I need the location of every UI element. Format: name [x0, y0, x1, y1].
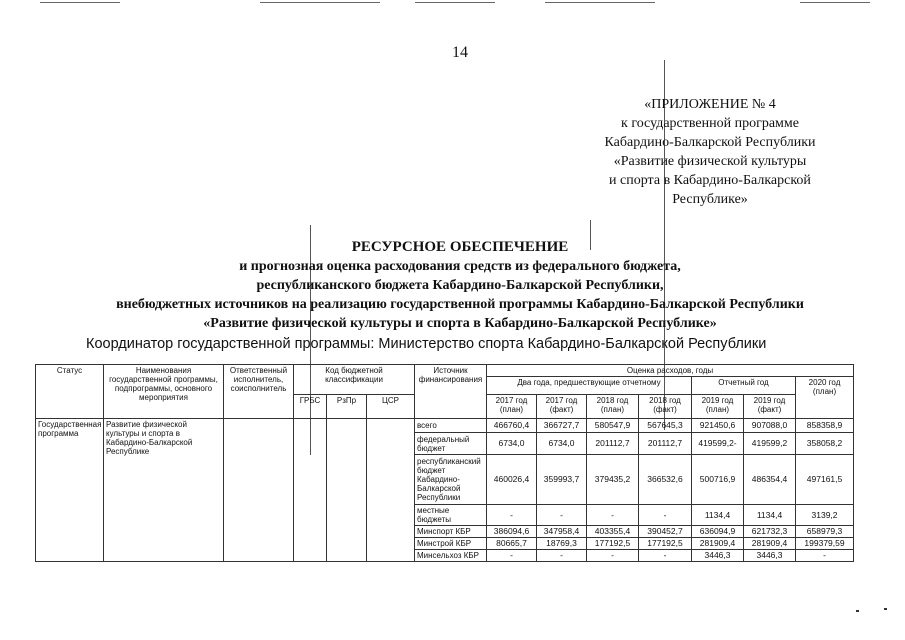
value-cell: 390452,7 [639, 526, 692, 538]
header-2018-plan: 2018 год (план) [587, 395, 639, 419]
title-line: РЕСУРСНОЕ ОБЕСПЕЧЕНИЕ [351, 239, 569, 255]
value-cell: 177192,5 [639, 538, 692, 550]
value-cell: 386094,6 [487, 526, 537, 538]
value-cell: 466760,4 [487, 419, 537, 433]
source-cell: Минспорт КБР [415, 526, 487, 538]
value-cell: - [796, 550, 854, 562]
header-2019-fact: 2019 год (факт) [744, 395, 796, 419]
value-cell: 366532,6 [639, 455, 692, 505]
source-cell: местные бюджеты [415, 505, 487, 526]
scan-edge-line [40, 2, 120, 3]
value-cell: 201112,7 [587, 433, 639, 455]
resource-table [35, 364, 854, 562]
value-cell: 1134,4 [692, 505, 744, 526]
source-cell: Минсельхоз КБР [415, 550, 487, 562]
source-cell: Минстрой КБР [415, 538, 487, 550]
responsible-cell [224, 419, 294, 562]
header-source: Источник финансирования [415, 365, 487, 419]
value-cell: 419599,2 [744, 433, 796, 455]
header-responsible: Ответственный исполнитель, соисполнитель [224, 365, 294, 419]
value-cell: 358058,2 [796, 433, 854, 455]
value-cell: 359993,7 [537, 455, 587, 505]
value-cell: 1134,4 [744, 505, 796, 526]
program-cell: Развитие физической культуры и спорта в Кабардино-Балкарской Республике [104, 419, 224, 562]
title-line: «Развитие физической культуры и спорта в Кабардино-Балкарской Республике» [203, 316, 717, 331]
header-report-year: Отчетный год [692, 377, 796, 395]
value-cell: 177192,5 [587, 538, 639, 550]
appendix-line: «ПРИЛОЖЕНИЕ № 4 [644, 97, 776, 112]
value-cell: 658979,3 [796, 526, 854, 538]
value-cell: 80665,7 [487, 538, 537, 550]
value-cell: 403355,4 [587, 526, 639, 538]
value-cell: 281909,4 [744, 538, 796, 550]
header-two-years: Два года, предшествующие отчетному [487, 377, 692, 395]
header-budget-code: Код бюджетной классификации [294, 365, 415, 395]
value-cell: - [639, 505, 692, 526]
value-cell: - [537, 550, 587, 562]
scan-edge-line [545, 2, 655, 3]
value-cell: 18769,3 [537, 538, 587, 550]
value-cell: 366727,7 [537, 419, 587, 433]
value-cell: 419599,2- [692, 433, 744, 455]
rzpr-cell [327, 419, 367, 562]
grbs-cell [294, 419, 327, 562]
value-cell: 199379,59 [796, 538, 854, 550]
value-cell: 500716,9 [692, 455, 744, 505]
value-cell: 460026,4 [487, 455, 537, 505]
value-cell: - [487, 550, 537, 562]
value-cell: 201112,7 [639, 433, 692, 455]
value-cell: 3139,2 [796, 505, 854, 526]
appendix-line: «Развитие физической культуры [613, 154, 807, 169]
value-cell: - [639, 550, 692, 562]
table-row [36, 419, 854, 433]
coordinator-line: Координатор государственной программы: Министерство спорта Кабардино-Балкарской Республики [86, 336, 767, 352]
appendix-line: Республике» [672, 192, 748, 207]
value-cell: 281909,4 [692, 538, 744, 550]
header-2019-plan: 2019 год (план) [692, 395, 744, 419]
source-cell: федеральный бюджет [415, 433, 487, 455]
header-2017-fact: 2017 год (факт) [537, 395, 587, 419]
value-cell: 379435,2 [587, 455, 639, 505]
title-line: республиканского бюджета Кабардино-Балкарской Республики, [256, 278, 664, 293]
value-cell: - [587, 505, 639, 526]
header-2017-plan: 2017 год (план) [487, 395, 537, 419]
scan-speck [884, 608, 887, 610]
value-cell: 621732,3 [744, 526, 796, 538]
header-status: Статус [36, 365, 104, 419]
appendix-line: к государственной программе [621, 116, 799, 131]
value-cell: - [587, 550, 639, 562]
value-cell: 567645,3 [639, 419, 692, 433]
header-csr: ЦСР [367, 395, 415, 419]
document-title [60, 238, 860, 333]
value-cell: 636094,9 [692, 526, 744, 538]
scan-edge-line [800, 2, 870, 3]
appendix-heading [560, 95, 860, 209]
value-cell: 3446,3 [692, 550, 744, 562]
scan-speck [856, 610, 859, 612]
value-cell: 6734,0 [537, 433, 587, 455]
csr-cell [367, 419, 415, 562]
value-cell: 486354,4 [744, 455, 796, 505]
scan-edge-line [260, 2, 380, 3]
page-number: 14 [452, 44, 468, 61]
status-cell: Государственная программа [36, 419, 104, 562]
value-cell: - [537, 505, 587, 526]
value-cell: 347958,4 [537, 526, 587, 538]
source-cell: всего [415, 419, 487, 433]
header-estimate: Оценка расходов, годы [487, 365, 854, 377]
value-cell: 6734,0 [487, 433, 537, 455]
value-cell: 921450,6 [692, 419, 744, 433]
header-grbs: ГРБС [294, 395, 327, 419]
title-line: и прогнозная оценка расходования средств из федерального бюджета, [239, 259, 681, 274]
value-cell: 858358,9 [796, 419, 854, 433]
appendix-line: Кабардино-Балкарской Республики [604, 135, 816, 150]
value-cell: 497161,5 [796, 455, 854, 505]
value-cell: 580547,9 [587, 419, 639, 433]
header-rzpr: РзПр [327, 395, 367, 419]
header-2020-plan: 2020 год (план) [796, 377, 854, 419]
scan-edge-line [415, 2, 495, 3]
value-cell: 3446,3 [744, 550, 796, 562]
title-line: внебюджетных источников на реализацию государственной программы Кабардино-Балкарской Республики [116, 297, 804, 312]
source-cell: республиканский бюджет Кабардино-Балкарской Республики [415, 455, 487, 505]
appendix-line: и спорта в Кабардино-Балкарской [609, 173, 811, 188]
header-2018-fact: 2018 год (факт) [639, 395, 692, 419]
header-program-name: Наименования государственной программы, подпрограммы, основного мероприятия [104, 365, 224, 419]
value-cell: - [487, 505, 537, 526]
value-cell: 907088,0 [744, 419, 796, 433]
